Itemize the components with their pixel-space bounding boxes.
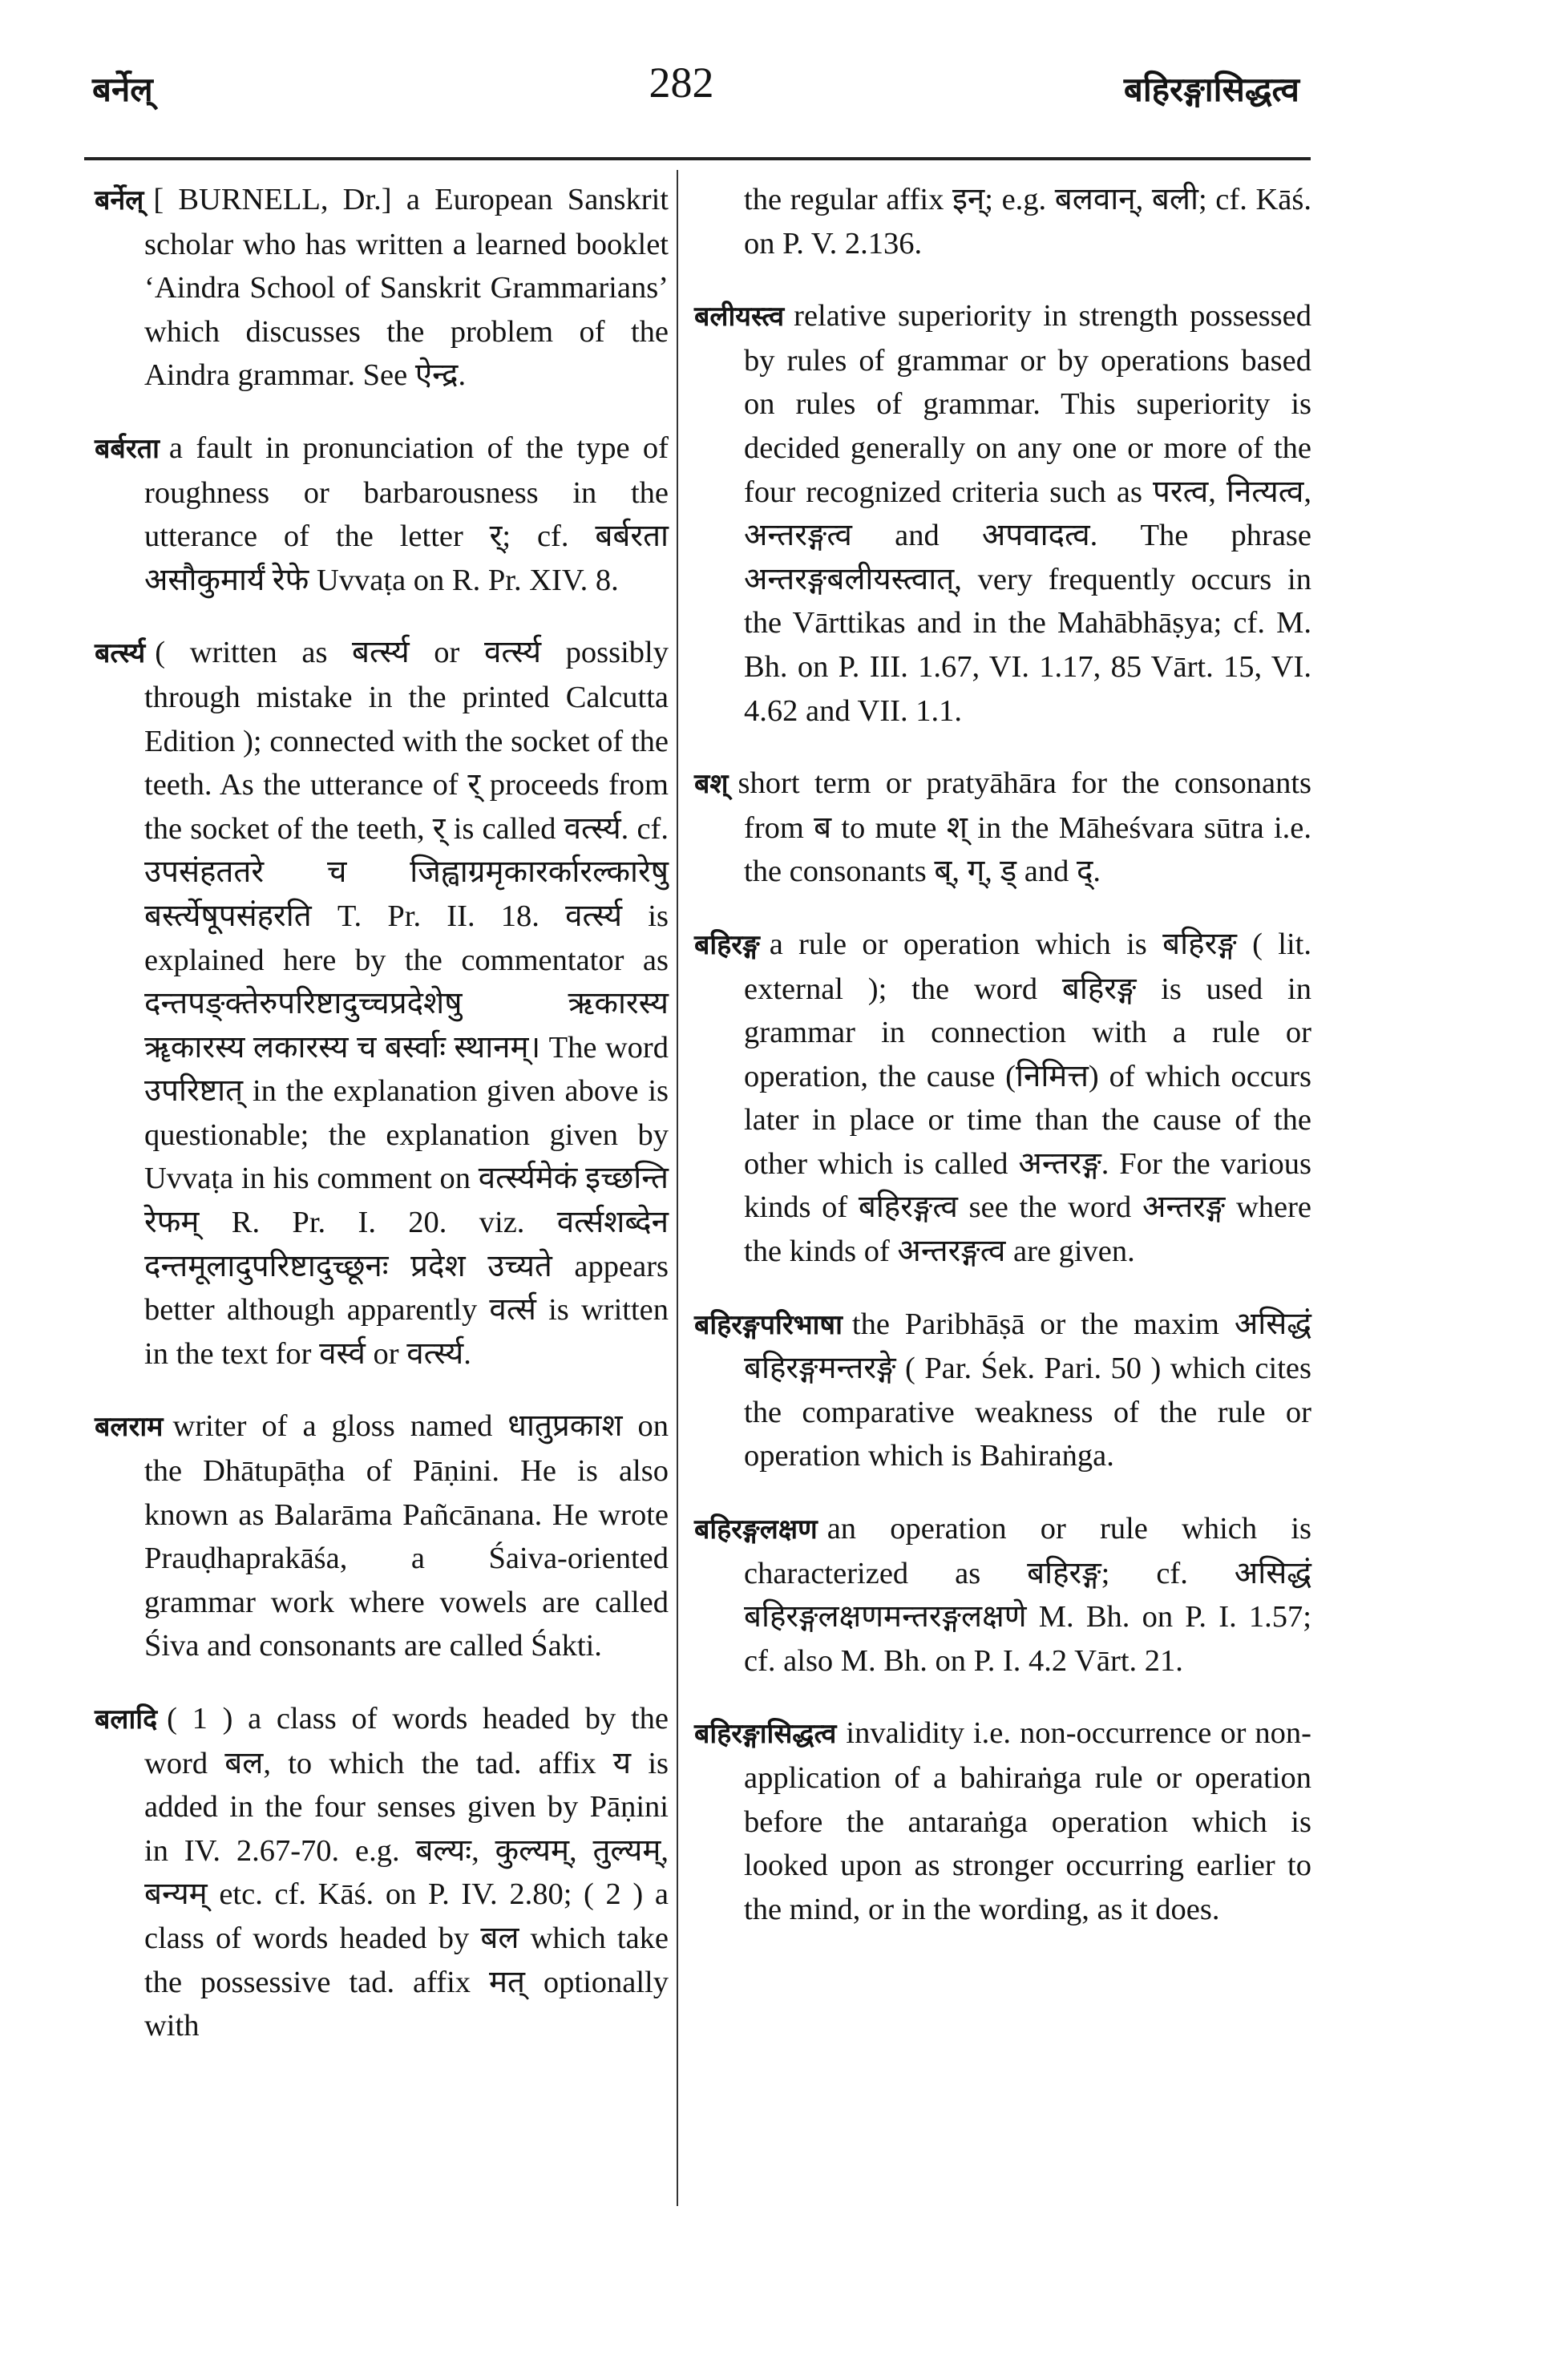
right-column [694, 178, 1311, 1960]
entry-baladi [95, 1697, 669, 2048]
definition: short term or pratyāhāra for the consonants from ब to mute श् in the Māheśvara sūtra i.e. the consonants ब्, ग्, ड् and द्. [738, 766, 1311, 889]
definition: ( 1 ) a class of words headed by the word बल, to which the tad. affix य is added in the four senses given by Pāṇini in IV. 2.67-70. e.g. बल्यः, कुल्यम्, तुल्यम्, बन्यम् etc. cf. Kāś. on P. IV. 2.80; ( 2 ) a class of words headed by बल which take the possessive tad. affix मत् optionally with [144, 1702, 669, 2043]
definition: writer of a gloss named धातुप्रकाश on the Dhātupāṭha of Pāṇini. He is also known as Balarāma Pañcānana. He wrote Prauḍhaprakāśa, a Śaiva-oriented grammar work where vowels are called Śiva and consonants are called Śakti. [144, 1409, 669, 1663]
definition: the Paribhāṣā or the maxim असिद्धं बहिरङ्गमन्तरङ्गे ( Par. Śek. Pari. 50 ) which cites the comparative weakness of the rule or operation which is Bahiraṅga. [744, 1307, 1311, 1473]
entry-burnell [95, 178, 669, 398]
left-column [95, 178, 669, 2077]
headword: बहिरङ्ग [694, 928, 760, 961]
definition: a rule or operation which is बहिरङ्ग ( lit. external ); the word बहिरङ्ग is used in grammar in connection with a rule or operation, the cause (निमित्त) of which occurs later in place or time than the cause of the other which is called अन्तरङ्ग. For the various kinds of बहिरङ्गत्व see the word अन्तरङ्ग where the kinds of अन्तरङ्गत्व are given. [744, 927, 1311, 1269]
entry-balarama [95, 1404, 669, 1668]
entry-bash [694, 762, 1311, 894]
headword: बर्त्स्य [95, 637, 146, 670]
header-rule [84, 157, 1311, 160]
entry-baliyastva [694, 294, 1311, 733]
definition: the regular affix इन्; e.g. बलवान्, बली; cf. Kāś. on P. V. 2.136. [744, 183, 1311, 261]
headword: बलीयस्त्व [694, 301, 785, 333]
definition: ( written as बर्त्स्य or वर्त्स्य possibly through mistake in the printed Calcutta Edition ); connected with the socket of the teeth. As the utterance of र् proceeds from the socket of the teeth, र् is called वर्त्स्य. cf. उपसंहततरे च जिह्वाग्रमृकारर्कारल्कारेषु बर्स्त्येषूपसंहरति T. Pr. II. 18. वर्त्स्य is explained here by the commentator as दन्तपङ्क्तेरुपरिष्टादुच्चप्रदेशेषु ऋकारस्य ॠकारस्य लकारस्य च बर्स्वाः स्थानम्। The word उपरिष्टात् in the explanation given above is questionable; the explanation given by Uvvaṭa in his comment on वर्त्स्यमेकं इच्छन्ति रेफम् R. Pr. I. 20. viz. वर्त्सशब्देन दन्तमूलादुपरिष्टादुच्छूनः प्रदेश उच्यते appears better although apparently वर्त्स is written in the text for वर्स्व or वर्त्स्य. [144, 636, 669, 1371]
headword: बर्बरता [95, 432, 160, 465]
entry-bahiranga-lakshana [694, 1507, 1311, 1683]
headword: बर्नेल् [95, 184, 144, 216]
running-head-left: बर्नेल् [92, 72, 153, 109]
entry-bahiranga-paribhasha [694, 1303, 1311, 1478]
column-divider [677, 170, 678, 2206]
definition: a fault in pronunciation of the type of roughness or barbarousness in the utterance of the letter र्; cf. बर्बरता असौकुमार्यं रेफे Uvvaṭa on R. Pr. XIV. 8. [144, 430, 669, 597]
entry-continuation [694, 178, 1311, 265]
headword: बलराम [95, 1411, 164, 1444]
headword: बहिरङ्गपरिभाषा [694, 1308, 843, 1341]
headword: बहिरङ्गलक्षण [694, 1513, 818, 1546]
entry-bartsya [95, 631, 669, 1376]
headword: बहिरङ्गासिद्धत्व [694, 1718, 837, 1751]
running-head-right: बहिरङ्गासिद्धत्व [1123, 72, 1299, 109]
definition: an operation or rule which is characterized as बहिरङ्ग; cf. असिद्धं बहिरङ्गलक्षणमन्तरङ्गलक्षणे M. Bh. on P. I. 1.57; cf. also M. Bh. on P. I. 4.2 Vārt. 21. [744, 1512, 1311, 1678]
page-header [0, 0, 1568, 160]
entry-bahiranga-asiddhatva [694, 1711, 1311, 1931]
page-number: 282 [649, 59, 714, 107]
headword: बश् [694, 768, 729, 801]
entry-barbarata [95, 426, 669, 602]
entry-bahiranga [694, 923, 1311, 1274]
definition: relative superiority in strength possessed by rules of grammar or by operations based on rules of grammar. This superiority is decided generally on any one or more of the four recognized criteria such as परत्व, नित्यत्व, अन्तरङ्गत्व and अपवादत्व. The phrase अन्तरङ्गबलीयस्त्वात्, very frequently occurs in the Vārttikas and in the Mahābhāṣya; cf. M. Bh. on P. III. 1.67, VI. 1.17, 85 Vārt. 15, VI. 4.62 and VII. 1.1. [744, 299, 1311, 728]
definition: [ BURNELL, Dr.] a European Sanskrit scholar who has written a learned booklet ‘Aindra School of Sanskrit Grammarians’ which discusses the problem of the Aindra grammar. See ऐन्द्र. [144, 183, 669, 393]
definition: invalidity i.e. non-occurrence or non-application of a bahiraṅga rule or operation before the antaraṅga operation which is looked upon as stronger occurring earlier to the mind, or in the wording, as it does. [744, 1716, 1311, 1926]
headword: बलादि [95, 1703, 158, 1736]
